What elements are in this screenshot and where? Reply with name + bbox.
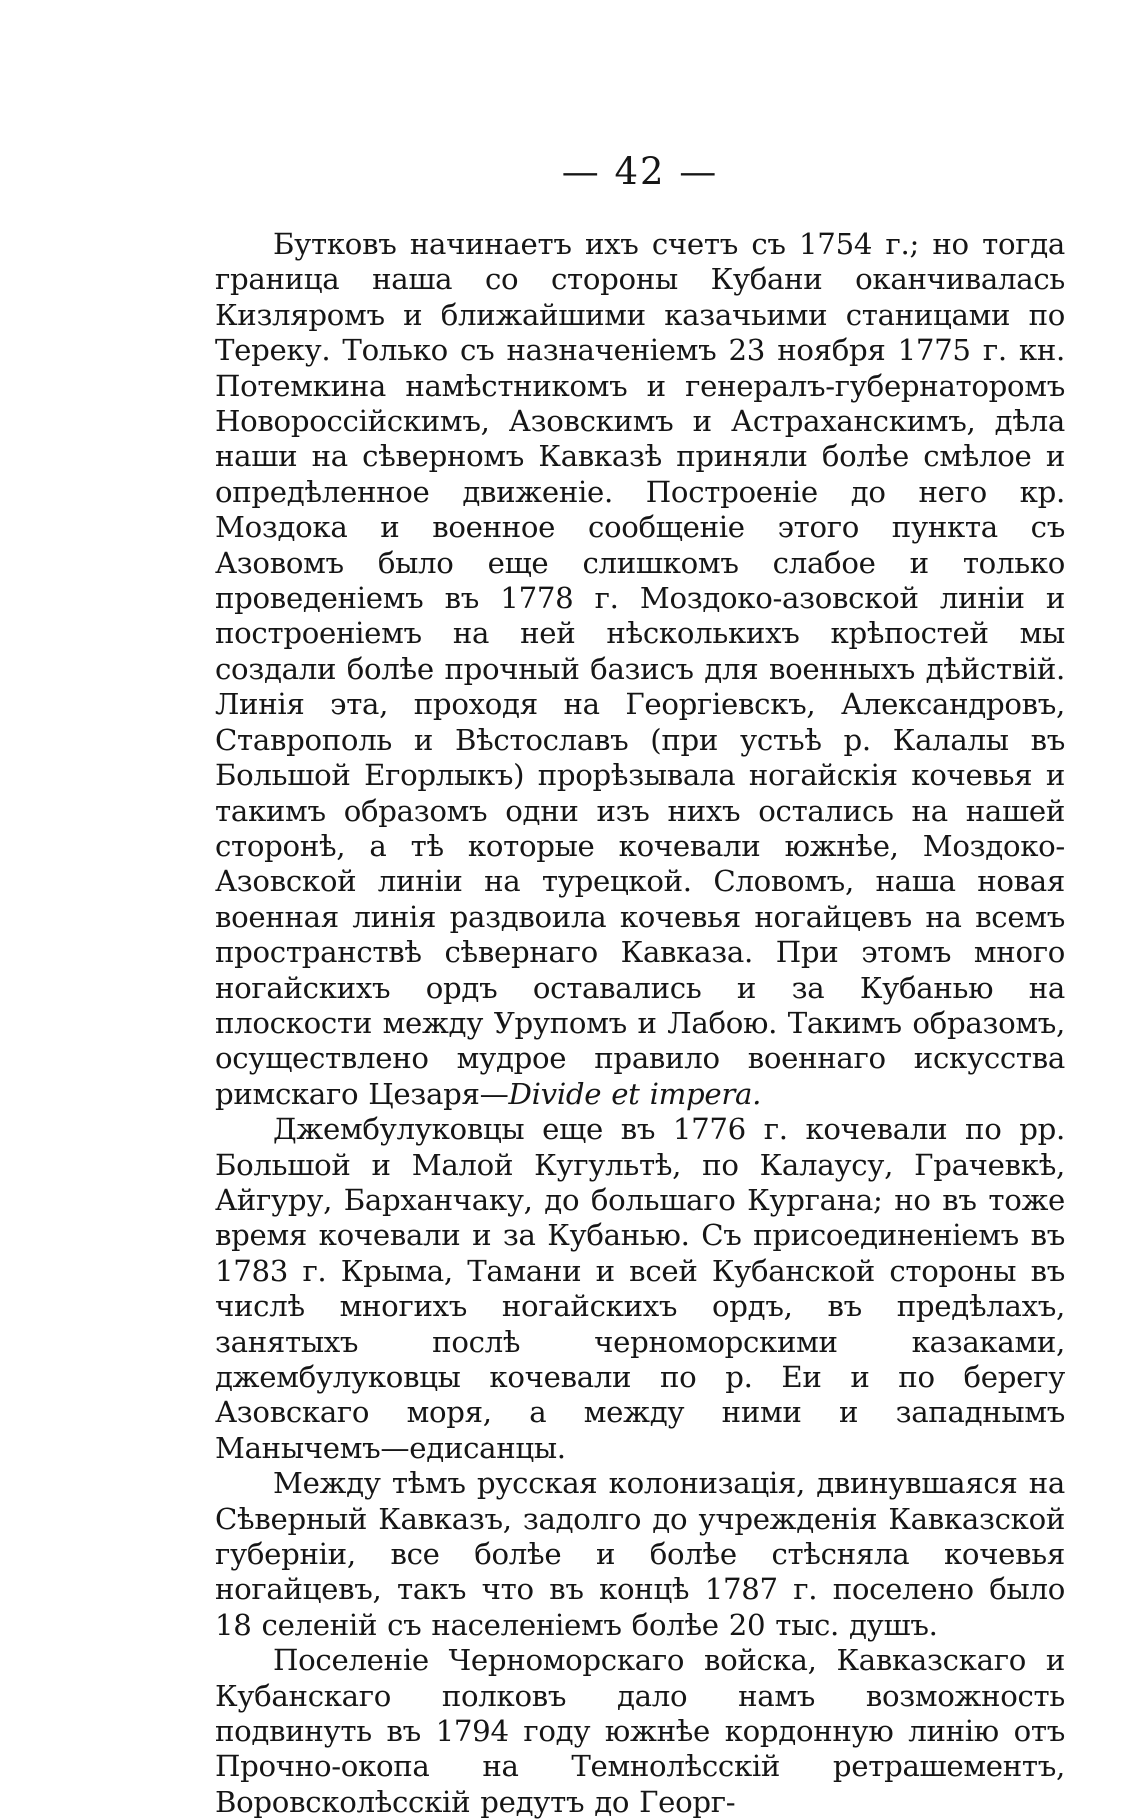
- paragraph-text: Бутковъ начинаетъ ихъ счетъ съ 1754 г.; но тогда граница наша со стороны Кубани оканчивалась Кизляромъ и ближайшими казачьими станицами по Тереку. Только съ назначеніемъ 23 ноября 1775 г. кн. Потемкина намѣстникомъ и генералъ-губернаторомъ Новороссійскимъ, Азовскимъ и Астраханскимъ, дѣла наши на сѣверномъ Кавказѣ приняли болѣе смѣлое и опредѣленное движеніе. Построеніе до него кр. Моздока и военное сообщеніе этого пункта съ Азовомъ было еще слишкомъ слабое и только проведеніемъ въ 1778 г. Моздоко-азовской линіи и построеніемъ на ней нѣсколькихъ крѣпостей мы создали болѣе прочный базисъ для военныхъ дѣйствій. Линія эта, проходя на Георгіевскъ, Александровъ, Ставрополь и Вѣстославъ (при устьѣ р. Калалы въ Большой Егорлыкъ) прорѣзывала ногайскія кочевья и такимъ образомъ одни изъ нихъ остались на нашей сторонѣ, а тѣ которые кочевали южнѣе, Моздоко-Азовской линіи на турецкой. Словомъ, наша новая военная линія раздвоила кочевья ногайцевъ на всемъ пространствѣ сѣвернаго Кавказа. При этомъ много ногайскихъ ордъ оставались и за Кубанью на плоскости между Урупомъ и Лабою. Такимъ образомъ, осуществлено мудрое правило военнаго искусства римскаго Цезаря—: [215, 227, 1065, 1111]
- page-number: — 42 —: [561, 150, 719, 193]
- paragraph-settlement: [215, 1643, 1065, 1820]
- paragraph-text: Джембулуковцы еще въ 1776 г. кочевали по рр. Большой и Малой Кугультѣ, по Калаусу, Грачевкѣ, Айгуру, Барханчаку, до большаго Кургана; но въ тоже время кочевали и за Кубанью. Съ присоединеніемъ въ 1783 г. Крыма, Тамани и всей Кубанской стороны въ числѣ многихъ ногайскихъ ордъ, въ предѣлахъ, занятыхъ послѣ черноморскими казаками, джембулуковцы кочевали по р. Еи и по берегу Азовскаго моря, а между ними и западнымъ Манычемъ—едисанцы.: [215, 1112, 1065, 1465]
- paragraph-text: Поселеніе Черноморскаго войска, Кавказскаго и Кубанскаго полковъ дало намъ возможность подвинуть въ 1794 году южнѣе кордонную линію отъ Прочно-окопа на Темнолѣсскій ретрашементъ, Воровсколѣсскій редутъ до Георг-: [215, 1643, 1065, 1819]
- paragraph-colonization: [215, 1466, 1065, 1643]
- paragraph-dzhembulukovtsy: [215, 1112, 1065, 1466]
- latin-motto: Divide et impera.: [508, 1076, 762, 1111]
- paragraph-butkov: [215, 227, 1065, 1112]
- paragraph-text: Между тѣмъ русская колонизація, двинувшаяся на Сѣверный Кавказъ, задолго до учрежденія Кавказской губерніи, все болѣе и болѣе стѣсняла кочевья ногайцевъ, такъ что въ концѣ 1787 г. поселено было 18 селеній съ населеніемъ болѣе 20 тыс. душъ.: [215, 1466, 1065, 1642]
- book-page: [215, 150, 1065, 1820]
